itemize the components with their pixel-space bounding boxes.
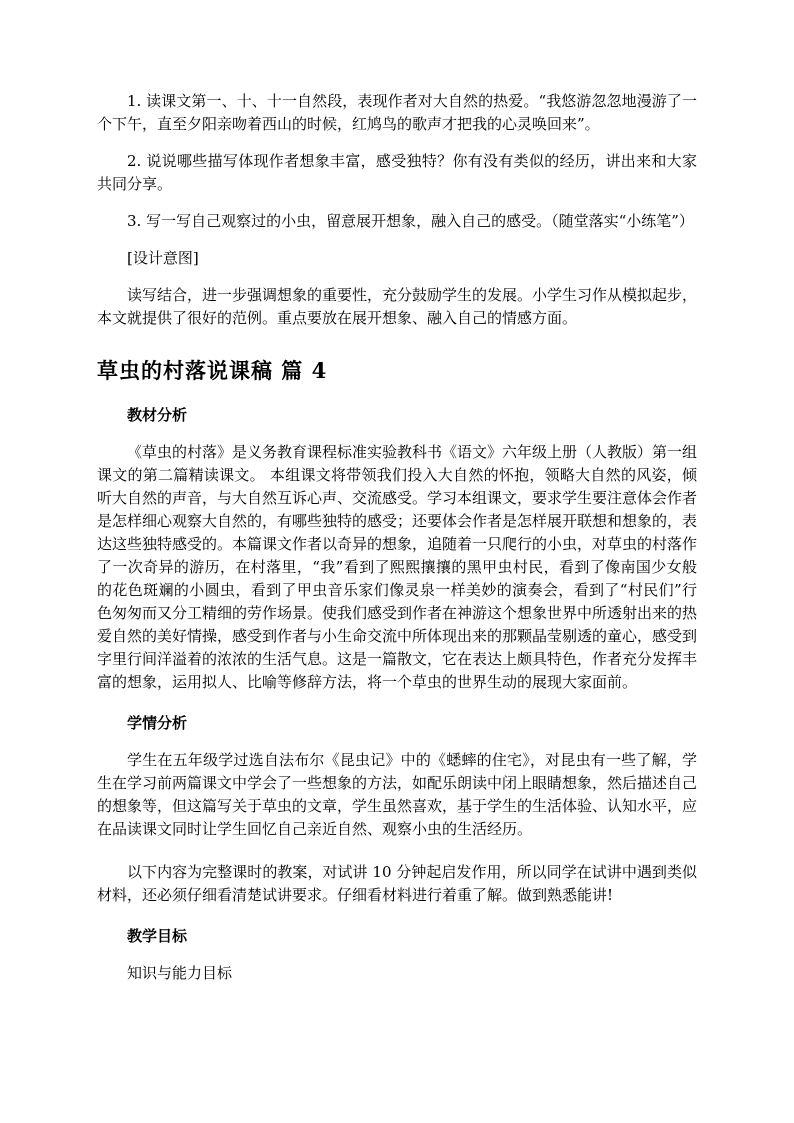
- heading-learner-analysis: 学情分析: [127, 714, 188, 732]
- paragraph-knowledge-goals: 知识与能力目标: [127, 964, 233, 982]
- document-body: [97, 90, 697, 985]
- heading-teaching-goals: 教学目标: [127, 927, 188, 945]
- paragraph-reading-task-1: 1. 读课文第一、十、十一自然段，表现作者对大自然的热爱。“我悠游忽忽地漫游了一个下午，直至夕阳亲吻着西山的时候，红鸠鸟的歌声才把我的心灵唤回来”。: [97, 92, 697, 133]
- paragraph-reading-task-2: 2. 说说哪些描写体现作者想象丰富，感受独特？你有没有类似的经历，讲出来和大家共同分享。: [97, 152, 697, 193]
- paragraph-design-intent: 读写结合，进一步强调想象的重要性，充分鼓励学生的发展。小学生习作从模拟起步，本文就提供了很好的范例。重点要放在展开想象、融入自己的情感方面。: [97, 286, 698, 327]
- section-title: 草虫的村落说课稿 篇 4: [97, 358, 328, 383]
- design-intent-label: [设计意图]: [127, 249, 199, 267]
- paragraph-textbook-analysis: 《草虫的村落》是义务教育课程标准实验教科书《语文》六年级上册（人教版）第一组课文的第二篇精读课文。 本组课文将带领我们投入大自然的怀抱，领略大自然的风姿，倾听大自然的声音，与大自然互诉心声、交流感受。学习本组课文，要求学生要注意体会作者是怎样细心观察大自然的，有哪些独特的感受；还要体会作者是怎样展开联想和想象的，表达这些独特感受的。本篇课文作者以奇异的想象，追随着一只爬行的小虫，对草虫的村落作了一次奇异的游历，在村落里，“我”看到了熙熙攘攘的黑甲虫村民，看到了像南国少女般的花色斑斓的小圆虫，看到了甲虫音乐家们像灵泉一样美妙的演奏会，看到了“村民们”行色匆匆而又分工精细的劳作场景。使我们感受到作者在神游这个想象世界中所透射出来的热爱自然的美好情操，感受到作者与小生命交流中所体现出来的那颗晶莹剔透的童心，感受到字里行间洋溢着的浓浓的生活气息。这是一篇散文，它在表达上颇具特色，作者充分发挥丰富的想象，运用拟人、比喻等修辞方法，将一个草虫的世界生动的展现大家面前。: [97, 443, 698, 691]
- paragraph-reading-task-3: 3. 写一写自己观察过的小虫，留意展开想象，融入自己的感受。（随堂落实“小练笔”）: [127, 212, 694, 230]
- paragraph-learner-analysis: 学生在五年级学过选自法布尔《昆虫记》中的《蟋蟀的住宅》，对昆虫有一些了解，学生在学习前两篇课文中学会了一些想象的方法，如配乐朗读中闭上眼睛想象，然后描述自己的想象等，但这篇写关于草虫的文章，学生虽然喜欢，基于学生的生活体验、认知水平，应在品读课文同时让学生回忆自己亲近自然、观察小虫的生活经历。: [97, 751, 698, 838]
- paragraph-trial-note: 以下内容为完整课时的教案，对试讲 10 分钟起启发作用，所以同学在试讲中遇到类似材料，还必须仔细看清楚试讲要求。仔细看材料进行着重了解。做到熟悉能讲!: [97, 863, 697, 904]
- heading-textbook-analysis: 教材分析: [127, 406, 188, 424]
